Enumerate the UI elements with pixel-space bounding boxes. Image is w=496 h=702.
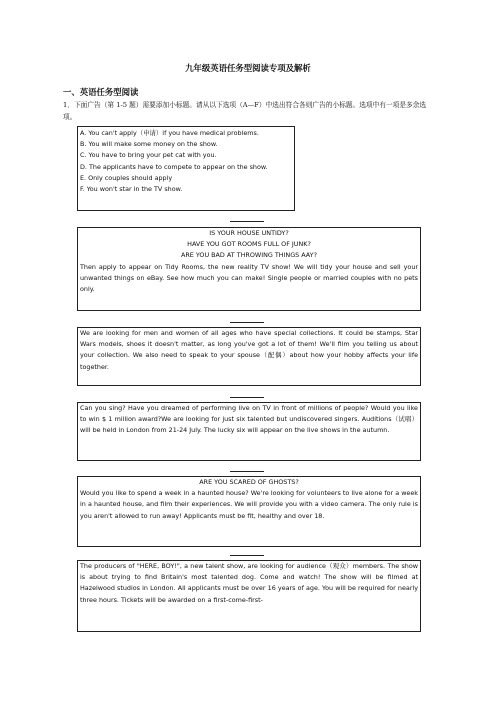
ad-1-headline-1: IS YOUR HOUSE UNTIDY? [209, 229, 289, 237]
ad-2-body: We are looking for men and women of all ages who have special collections. It could be stamps, Star Wars models, shoes it doesn't matter, as long you've got a lot of them! We'll film you telling us about your collection. We also need to speak to your spouse（配偶）about how your hobby affects your life together. [80, 329, 418, 371]
ad-4-headline: ARE YOU SCARED OF GHOSTS? [199, 478, 299, 486]
ad-1-headline-2: HAVE YOU GOT ROOMS FULL OF JUNK? [187, 240, 311, 249]
option-d: D. The applicants have to compete to appear on the show. [80, 162, 268, 171]
ad-box-4 [77, 476, 421, 547]
answer-blank-3[interactable] [230, 397, 264, 398]
ad-1-headline-3: ARE YOU BAD AT THROWING THINGS AAY? [181, 251, 317, 260]
option-b: B. You will make some money on the show. [80, 140, 218, 149]
ad-box-3 [77, 402, 421, 461]
option-a: A. You can't apply（申请）if you have medical problems. [80, 129, 259, 137]
options-box [77, 126, 295, 211]
option-c: C. You have to bring your pet cat with you. [80, 151, 217, 160]
ad-1-body: Then apply to appear on Tidy Rooms, the new reality TV show! We will tidy your house and sell your unwanted things on eBay. See how much you can make! Single people or married couples with no pets only. [80, 262, 418, 294]
question-intro: 1．下面广告（第 1-5 题）需要添加小标题。请从以下选项（A—F）中选出符合各则广告的小标题。选项中有一项是多余选项。 [63, 101, 427, 121]
ad-box-5 [77, 560, 421, 632]
option-f: F. You won't star in the TV show. [80, 185, 183, 194]
ad-5-body: The producers of "HERE, BOY!", a new talent show, are looking for audience（观众）members. The show is about trying to find Britain's most talented dog. Come and watch! The show will be filmed at Hazelwood studios in London. All applicants must be over 16 years of age. You will be required for nearly three hours. Tickets will be awarded on a first-come-first- [80, 562, 418, 604]
section-heading: 一、英语任务型阅读 [63, 87, 139, 97]
answer-blank-4[interactable] [230, 471, 264, 472]
answer-blank-1[interactable] [230, 221, 264, 222]
option-e: E. Only couples should apply [80, 173, 173, 182]
answer-blank-2[interactable] [230, 322, 264, 323]
answer-blank-5[interactable] [230, 555, 264, 556]
ad-box-2 [77, 327, 421, 386]
ad-box-1 [77, 227, 421, 311]
ad-4-body: Would you like to spend a week in a haunted house? We're looking for volunteers to live alone for a week in a haunted house, and film their experiences. We will provide you with a video camera. The only rule is you aren't allowed to run away! Applicants must be fit, healthy and over 18. [80, 489, 418, 520]
ad-3-body: Can you sing? Have you dreamed of performing live on TV in front of millions of people? Would you like to win $ 1 million award?We are looking for just six talented but undiscovered singers. Auditions（试唱）will be held in London from 21-24 July. The lucky six will appear on the live shows in the autumn. [80, 404, 418, 435]
page-title: 九年级英语任务型阅读专项及解析 [185, 63, 311, 73]
